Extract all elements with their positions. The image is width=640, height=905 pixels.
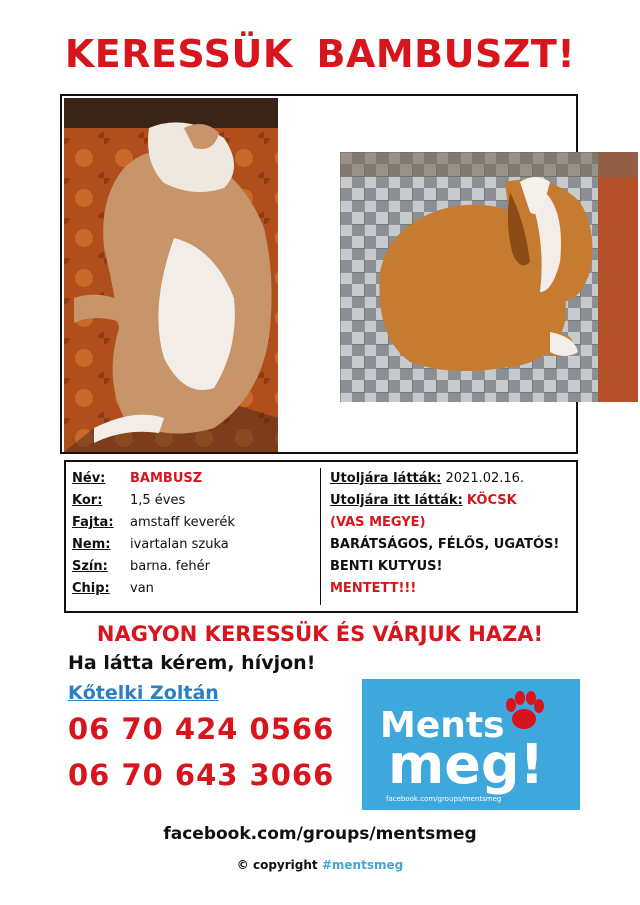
logo-line2: meg! (388, 733, 545, 796)
field-label: Kor: (72, 493, 103, 508)
page-title: KERESSÜK BAMBUSZT! (64, 32, 576, 76)
field-value: BAMBUSZ (130, 471, 203, 486)
call-request: Ha látta kérem, hívjon! (68, 652, 316, 674)
dog-photo-curled (340, 152, 638, 402)
contact-name-link[interactable]: Kőtelki Zoltán (68, 682, 219, 704)
county: (VAS MEGYE) (330, 515, 426, 530)
info-box (64, 460, 578, 613)
indoor-note: BENTI KUTYUS! (330, 559, 443, 574)
field-label: Nem: (72, 537, 111, 552)
phone-number-1[interactable]: 06 70 424 0566 (68, 712, 335, 746)
dog-photo-lying (64, 98, 278, 452)
field-label: Szín: (72, 559, 108, 574)
last-seen-date: Utoljára látták: 2021.02.16. (330, 471, 525, 486)
facebook-link[interactable]: facebook.com/groups/mentsmeg (163, 824, 477, 844)
ments-meg-logo (362, 679, 580, 810)
field-label: Fajta: (72, 515, 114, 530)
phone-number-2[interactable]: 06 70 643 3066 (68, 758, 335, 792)
rescued-note: MENTETT!!! (330, 581, 417, 596)
field-label: Név: (72, 471, 106, 486)
field-value: ivartalan szuka (130, 537, 229, 552)
field-label: Chip: (72, 581, 110, 596)
logo-url: facebook.com/groups/mentsmeg (386, 795, 502, 803)
photo-frame (60, 94, 578, 454)
last-seen-place: Utoljára itt látták: KÖCSK (330, 493, 517, 508)
hashtag-link[interactable]: #mentsmeg (321, 858, 404, 872)
field-value: 1,5 éves (130, 493, 186, 508)
paw-icon (506, 691, 544, 729)
field-value: amstaff keverék (130, 515, 235, 530)
field-value: barna. fehér (130, 559, 210, 574)
copyright: © copyright #mentsmeg (236, 858, 404, 872)
traits: BARÁTSÁGOS, FÉLŐS, UGATÓS! (330, 537, 560, 552)
logo-line1: Ments (380, 705, 505, 746)
field-value: van (130, 581, 154, 596)
info-divider (320, 468, 321, 605)
search-banner: NAGYON KERESSÜK ÉS VÁRJUK HAZA! (96, 622, 544, 646)
